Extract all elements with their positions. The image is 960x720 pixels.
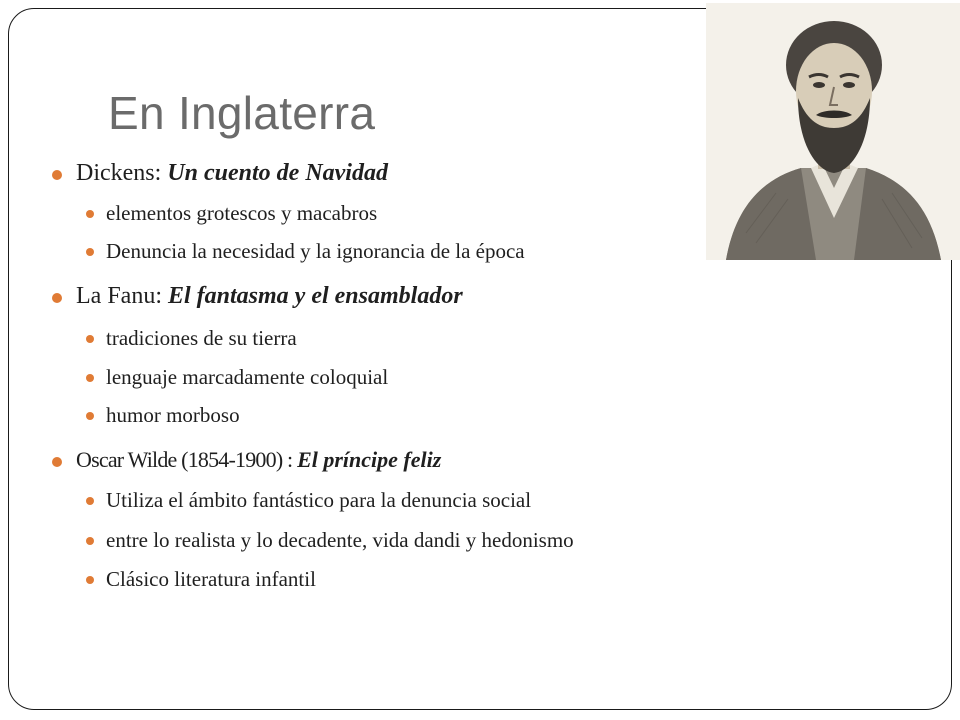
bullet-marker	[52, 293, 62, 303]
sub-list-item: Clásico literatura infantil	[106, 567, 316, 591]
list-item	[76, 160, 388, 187]
portrait-engraving	[706, 3, 960, 260]
sub-list-item: elementos grotescos y macabros	[106, 201, 378, 225]
bullet-marker	[52, 170, 62, 180]
slide-title: En Inglaterra	[108, 87, 376, 139]
list-item	[76, 283, 463, 310]
bullet-marker	[52, 457, 62, 467]
work-title: El fantasma y el ensamblador	[167, 283, 463, 309]
sub-list-item: entre lo realista y lo decadente, vida dandi y hedonismo	[106, 528, 574, 552]
sub-bullet-marker	[86, 248, 94, 256]
sub-list-item: tradiciones de su tierra	[106, 326, 297, 350]
sub-list-item: humor morboso	[106, 403, 240, 427]
sub-list-item: lenguaje marcadamente coloquial	[106, 365, 389, 389]
sub-bullet-marker	[86, 497, 94, 505]
work-title: El príncipe feliz	[297, 447, 442, 472]
bullet-prefix: Dickens:	[76, 160, 168, 186]
sub-list-item: Utiliza el ámbito fantástico para la denuncia social	[106, 488, 532, 512]
sub-bullet-marker	[86, 210, 94, 218]
sub-list-item: Denuncia la necesidad y la ignorancia de la época	[106, 239, 525, 263]
sub-bullet-marker	[86, 537, 94, 545]
bullet-prefix: La Fanu:	[76, 283, 168, 309]
sub-bullet-marker	[86, 335, 94, 343]
sub-bullet-marker	[86, 374, 94, 382]
sub-bullet-marker	[86, 412, 94, 420]
portrait-image	[706, 3, 960, 260]
work-title: Un cuento de Navidad	[167, 160, 388, 186]
list-item	[76, 447, 441, 473]
sub-bullet-marker	[86, 576, 94, 584]
bullet-prefix: Oscar Wilde (1854-1900) :	[76, 447, 298, 472]
